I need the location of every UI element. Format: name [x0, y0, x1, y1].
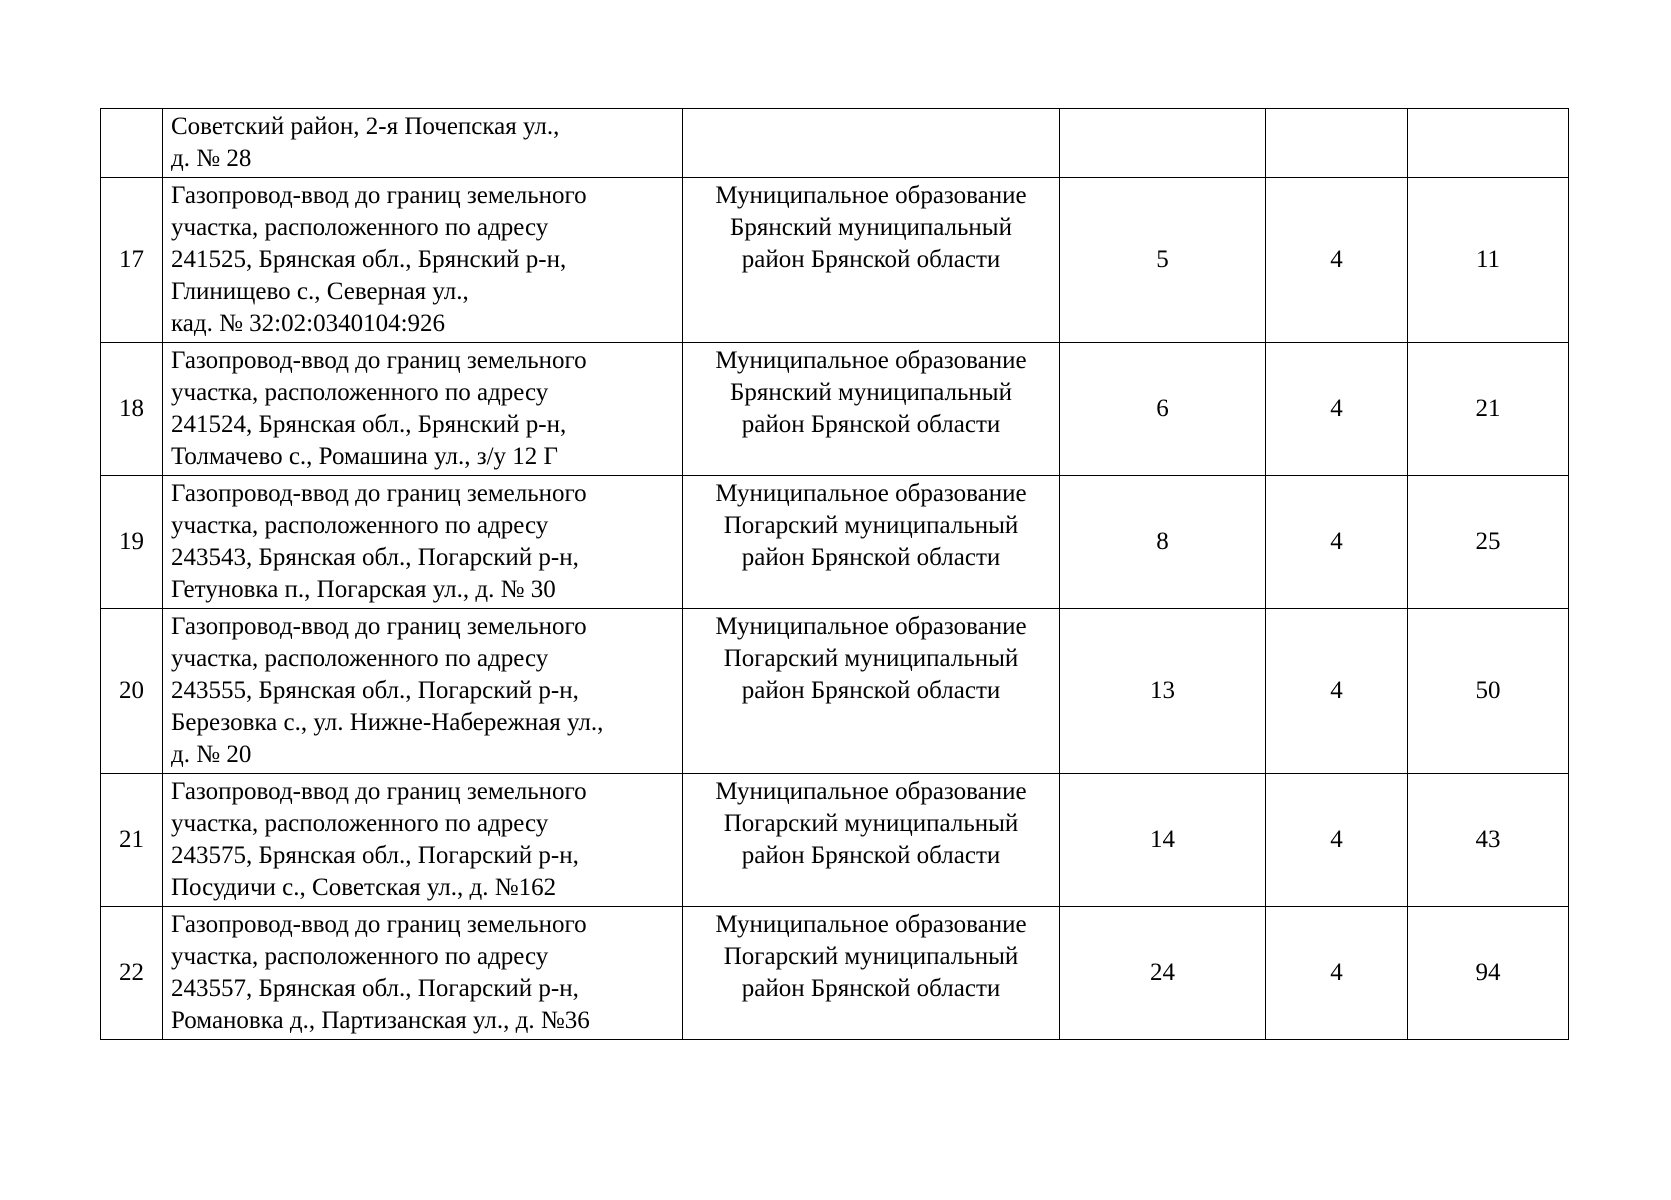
description-line: Березовка с., ул. Нижне-Набережная ул., [171, 709, 604, 736]
table-row [101, 907, 1569, 1040]
description-line: Газопровод-ввод до границ земельного [171, 613, 587, 640]
description-line: участка, расположенного по адресу [171, 379, 549, 406]
table-row [101, 178, 1569, 343]
row-number [101, 109, 163, 178]
description-line: 243543, Брянская обл., Погарский р-н, [171, 544, 579, 571]
description-line: участка, расположенного по адресу [171, 810, 549, 837]
description-line: Газопровод-ввод до границ земельного [171, 778, 587, 805]
owner-line: район Брянской области [741, 246, 1001, 273]
description-line: 241525, Брянская обл., Брянский р-н, [171, 246, 567, 273]
owner-municipality [683, 178, 1060, 343]
value-column-3: 25 [1408, 476, 1569, 609]
owner-line: Муниципальное образование [715, 613, 1027, 640]
owner-line: район Брянской области [741, 677, 1001, 704]
object-description [163, 774, 683, 907]
owner-line: Муниципальное образование [715, 778, 1027, 805]
value-column-1: 14 [1060, 774, 1266, 907]
row-number: 19 [101, 476, 163, 609]
table-row [101, 343, 1569, 476]
description-line: д. № 28 [171, 145, 252, 172]
owner-line: район Брянской области [741, 544, 1001, 571]
row-number: 21 [101, 774, 163, 907]
description-line: участка, расположенного по адресу [171, 943, 549, 970]
value-column-3: 43 [1408, 774, 1569, 907]
owner-line: Погарский муниципальный [723, 645, 1019, 672]
description-line: участка, расположенного по адресу [171, 214, 549, 241]
description-line: участка, расположенного по адресу [171, 512, 549, 539]
value-column-3: 11 [1408, 178, 1569, 343]
description-line: 243555, Брянская обл., Погарский р-н, [171, 677, 579, 704]
owner-line: Муниципальное образование [715, 182, 1027, 209]
owner-line: Муниципальное образование [715, 911, 1027, 938]
value-column-2: 4 [1266, 609, 1408, 774]
owner-line: район Брянской области [741, 842, 1001, 869]
owner-line: Брянский муниципальный [730, 214, 1012, 241]
object-description [163, 476, 683, 609]
object-description [163, 907, 683, 1040]
value-column-1: 5 [1060, 178, 1266, 343]
description-line: кад. № 32:02:0340104:926 [171, 310, 446, 337]
row-number: 18 [101, 343, 163, 476]
description-line: Газопровод-ввод до границ земельного [171, 480, 587, 507]
value-column-2: 4 [1266, 907, 1408, 1040]
description-line: Газопровод-ввод до границ земельного [171, 911, 587, 938]
value-column-3: 50 [1408, 609, 1569, 774]
description-line: Глинищево с., Северная ул., [171, 278, 469, 305]
object-description [163, 343, 683, 476]
value-column-2: 4 [1266, 178, 1408, 343]
value-column-3: 94 [1408, 907, 1569, 1040]
value-column-3: 21 [1408, 343, 1569, 476]
value-column-2 [1266, 109, 1408, 178]
table-row [101, 774, 1569, 907]
value-column-1 [1060, 109, 1266, 178]
description-line: Романовка д., Партизанская ул., д. №36 [171, 1007, 590, 1034]
owner-line: Погарский муниципальный [723, 943, 1019, 970]
row-number: 17 [101, 178, 163, 343]
description-line: Газопровод-ввод до границ земельного [171, 347, 587, 374]
description-line: 241524, Брянская обл., Брянский р-н, [171, 411, 567, 438]
value-column-1: 8 [1060, 476, 1266, 609]
object-description [163, 609, 683, 774]
description-line: д. № 20 [171, 741, 252, 768]
owner-line: район Брянской области [741, 975, 1001, 1002]
owner-municipality [683, 476, 1060, 609]
value-column-1: 13 [1060, 609, 1266, 774]
description-line: Гетуновка п., Погарская ул., д. № 30 [171, 576, 556, 603]
description-line: Советский район, 2-я Почепская ул., [171, 113, 560, 140]
table-row [101, 476, 1569, 609]
description-line: 243557, Брянская обл., Погарский р-н, [171, 975, 579, 1002]
description-line: 243575, Брянская обл., Погарский р-н, [171, 842, 579, 869]
row-number: 22 [101, 907, 163, 1040]
table-body [101, 109, 1569, 1040]
description-line: участка, расположенного по адресу [171, 645, 549, 672]
value-column-2: 4 [1266, 343, 1408, 476]
object-description [163, 109, 683, 178]
value-column-3 [1408, 109, 1569, 178]
owner-line: Муниципальное образование [715, 347, 1027, 374]
value-column-1: 6 [1060, 343, 1266, 476]
owner-municipality [683, 343, 1060, 476]
value-column-1: 24 [1060, 907, 1266, 1040]
value-column-2: 4 [1266, 476, 1408, 609]
object-description [163, 178, 683, 343]
owner-municipality [683, 907, 1060, 1040]
description-line: Толмачево с., Ромашина ул., з/у 12 Г [171, 443, 558, 470]
description-line: Газопровод-ввод до границ земельного [171, 182, 587, 209]
owner-line: Муниципальное образование [715, 480, 1027, 507]
table-row [101, 609, 1569, 774]
gas-pipeline-table [100, 108, 1569, 1040]
owner-municipality [683, 609, 1060, 774]
owner-line: район Брянской области [741, 411, 1001, 438]
table-row [101, 109, 1569, 178]
owner-municipality [683, 774, 1060, 907]
owner-line: Погарский муниципальный [723, 512, 1019, 539]
owner-line: Брянский муниципальный [730, 379, 1012, 406]
owner-municipality [683, 109, 1060, 178]
description-line: Посудичи с., Советская ул., д. №162 [171, 874, 557, 901]
owner-line: Погарский муниципальный [723, 810, 1019, 837]
row-number: 20 [101, 609, 163, 774]
value-column-2: 4 [1266, 774, 1408, 907]
